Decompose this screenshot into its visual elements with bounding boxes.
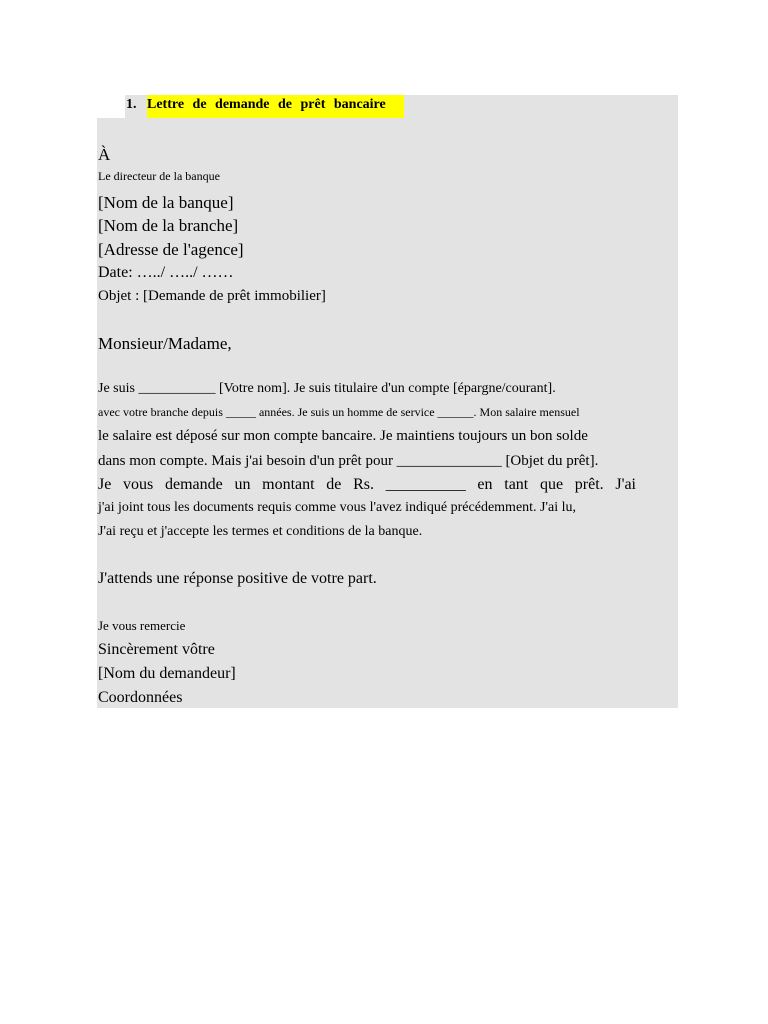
branch-name-placeholder: [Nom de la branche] — [98, 216, 239, 235]
body-line: Je suis ___________ [Votre nom]. Je suis titulaire d'un compte [épargne/courant]. — [98, 381, 556, 396]
recipient-director: Le directeur de la banque — [98, 169, 220, 183]
document-background — [97, 95, 678, 708]
body-line: Je vous demande un montant de Rs. __________ en tant que prêt. J'ai — [98, 476, 636, 493]
heading-number: 1. — [126, 97, 137, 112]
body-line: avec votre branche depuis _____ années. Je suis un homme de service ______. Mon salaire mensuel — [98, 405, 580, 419]
applicant-name-placeholder: [Nom du demandeur] — [98, 665, 236, 682]
closing-thanks: Je vous remercie — [98, 618, 186, 633]
list-indent-gap — [97, 95, 125, 118]
salutation: Monsieur/Madame, — [98, 334, 232, 353]
expectation-line: J'attends une réponse positive de votre part. — [98, 570, 377, 587]
date-line: Date: …../ …../ …… — [98, 264, 234, 281]
body-line: le salaire est déposé sur mon compte bancaire. Je maintiens toujours un bon solde — [98, 428, 588, 444]
body-line: J'ai reçu et j'accepte les termes et conditions de la banque. — [98, 524, 423, 539]
subject-line: Objet : [Demande de prêt immobilier] — [98, 288, 326, 304]
body-line: j'ai joint tous les documents requis comme vous l'avez indiqué précédemment. J'ai lu, — [98, 500, 577, 515]
branch-address-placeholder: [Adresse de l'agence] — [98, 240, 244, 259]
bank-name-placeholder: [Nom de la banque] — [98, 193, 234, 212]
recipient-to: À — [98, 145, 111, 164]
contact-details: Coordonnées — [98, 689, 183, 706]
body-line: dans mon compte. Mais j'ai besoin d'un prêt pour ______________ [Objet du prêt]. — [98, 453, 599, 469]
document-title: Lettre de demande de prêt bancaire — [147, 95, 404, 118]
closing-sincerely: Sincèrement vôtre — [98, 641, 215, 658]
